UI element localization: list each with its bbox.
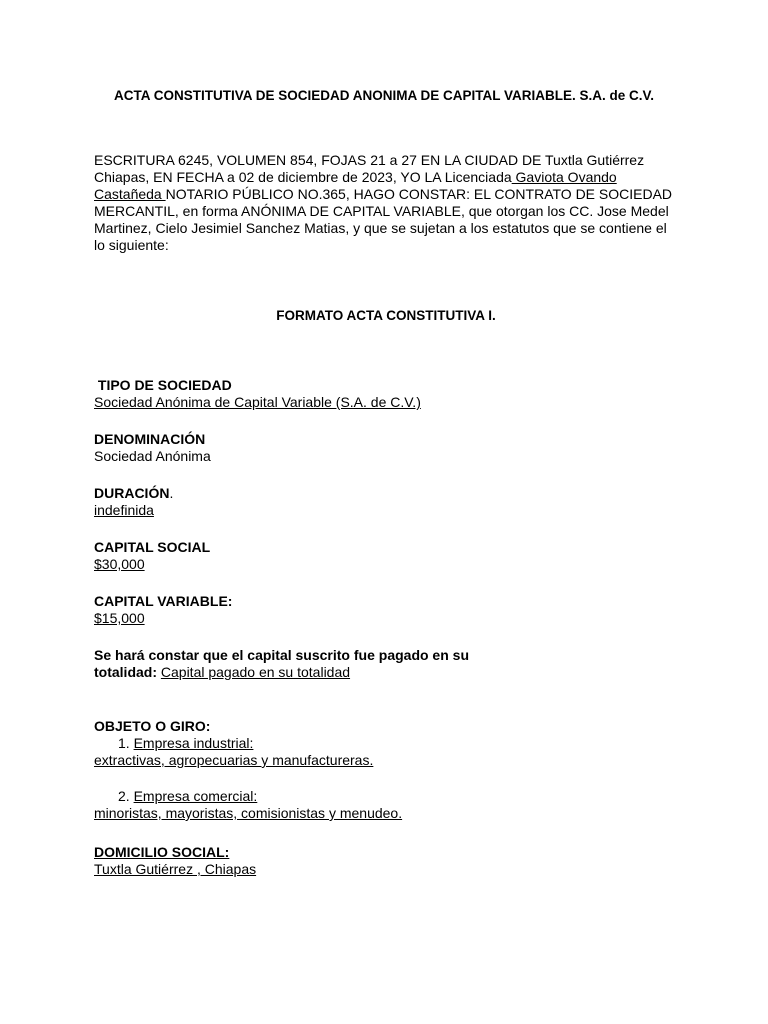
duracion-label: DURACIÓN — [94, 485, 170, 501]
objeto-item-2-desc: minoristas, mayoristas, comisionistas y menudeo. — [94, 805, 403, 821]
objeto-item-1-title: Empresa industrial: — [133, 735, 254, 751]
capital-social-value: $30,000 — [94, 556, 145, 572]
intro-paragraph — [94, 152, 674, 254]
intro-text-2: NOTARIO PÚBLICO NO.365, HAGO CONSTAR: EL CONTRATO DE SOCIEDAD MERCANTIL, en forma ANÓNIMA DE CAPITAL VARIABLE, que otorgan los CC. Jose Medel Martinez, Cielo Jesimiel Sanchez Matias, y que se sujetan a los estatutos que se contiene el lo siguiente: — [94, 186, 673, 253]
denominacion-value: Sociedad Anónima — [94, 448, 211, 464]
intro-text-1: ESCRITURA 6245, VOLUMEN 854, FOJAS 21 a 27 EN LA CIUDAD DE Tuxtla Gutiérrez Chiapas, EN FECHA a 02 de diciembre de 2023, YO LA Licenciada — [94, 152, 645, 185]
capital-variable-value: $15,000 — [94, 610, 145, 626]
notary-name: Gaviota Ovando Castañeda — [94, 169, 617, 202]
duracion-block — [94, 485, 173, 519]
denominacion-block — [94, 431, 211, 465]
capital-social-block — [94, 539, 210, 573]
capital-social-label: CAPITAL SOCIAL — [94, 539, 211, 555]
duracion-value: indefinida — [94, 502, 154, 518]
domicilio-value: Tuxtla Gutiérrez , Chiapas — [94, 861, 257, 877]
duracion-period: . — [169, 485, 174, 501]
capital-pagado-label-1: Se hará constar que el capital suscrito fue pagado en su — [94, 647, 469, 663]
tipo-value: Sociedad Anónima de Capital Variable (S.A. de C.V.) — [94, 394, 421, 410]
capital-pagado-block — [94, 647, 469, 681]
capital-pagado-value: Capital pagado en su totalidad — [160, 664, 351, 680]
domicilio-label: DOMICILIO SOCIAL: — [94, 844, 230, 860]
objeto-item-1 — [94, 735, 402, 752]
section-title: FORMATO ACTA CONSTITUTIVA I. — [276, 308, 496, 323]
objeto-item-1-desc: extractivas, agropecuarias y manufactureras. — [94, 752, 374, 768]
capital-variable-label: CAPITAL VARIABLE: — [94, 593, 233, 609]
document-title: ACTA CONSTITUTIVA DE SOCIEDAD ANONIMA DE CAPITAL VARIABLE. S.A. de C.V. — [113, 88, 655, 103]
objeto-item-2-number: 2. — [118, 788, 130, 804]
tipo-block — [94, 377, 421, 411]
objeto-block — [94, 718, 402, 822]
tipo-label: TIPO DE SOCIEDAD — [94, 377, 232, 393]
objeto-item-2-title: Empresa comercial: — [133, 788, 258, 804]
objeto-item-1-number: 1. — [118, 735, 130, 751]
denominacion-label: DENOMINACIÓN — [94, 431, 206, 447]
objeto-item-2 — [94, 788, 402, 805]
objeto-label: OBJETO O GIRO: — [94, 718, 211, 734]
capital-pagado-label-2: totalidad: — [94, 664, 157, 680]
capital-variable-block — [94, 593, 232, 627]
domicilio-block — [94, 844, 256, 878]
